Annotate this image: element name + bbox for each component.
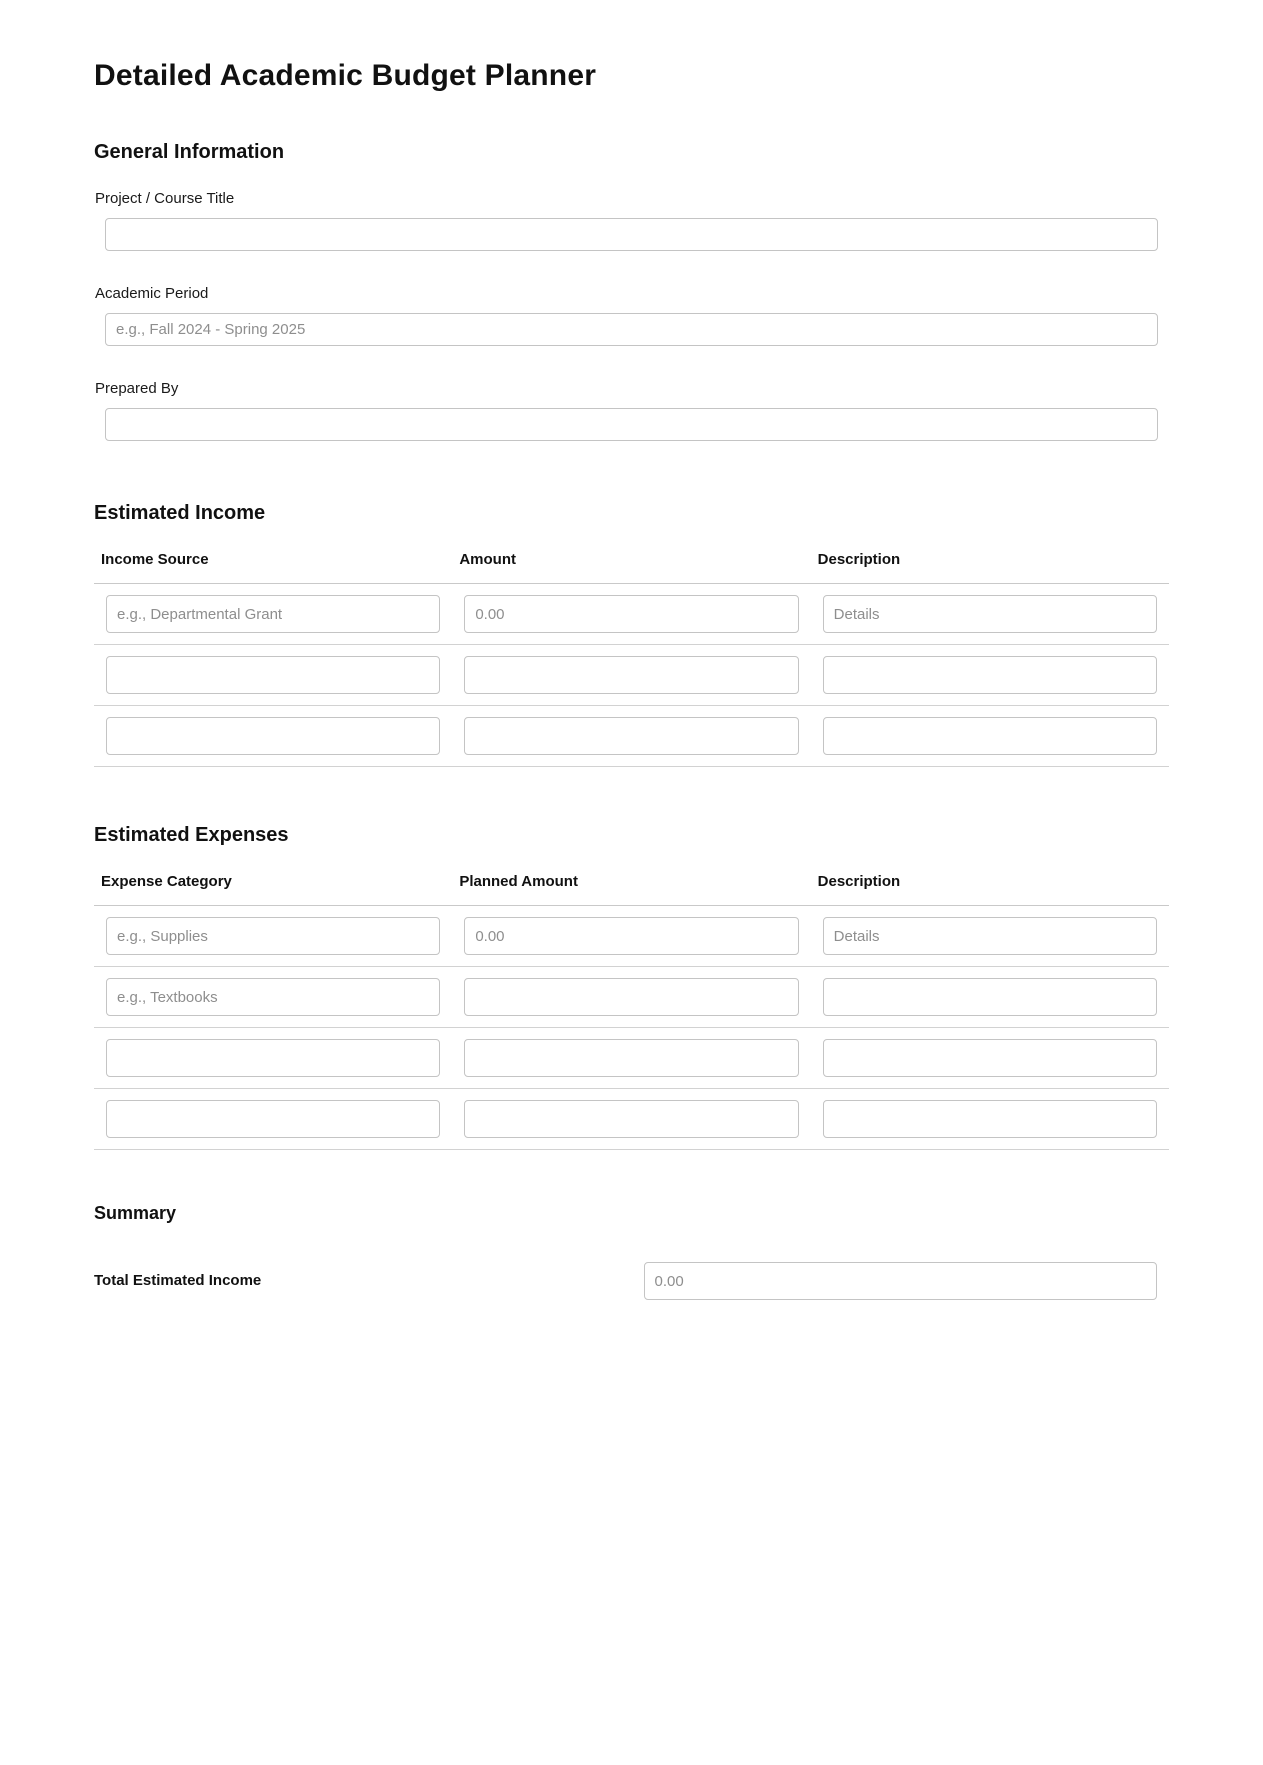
expense-amount-input[interactable] <box>464 1039 798 1077</box>
expense-row <box>94 967 1169 1028</box>
prepared-by-input[interactable] <box>105 408 1158 441</box>
expense-amount-input[interactable] <box>464 978 798 1016</box>
expenses-table-header <box>94 861 1169 906</box>
field-prepared-by <box>94 380 1169 441</box>
expense-amount-input[interactable] <box>464 917 798 955</box>
general-information-heading: General Information <box>94 141 285 163</box>
page-title: Detailed Academic Budget Planner <box>94 59 597 92</box>
income-amount-input[interactable] <box>464 717 798 755</box>
field-project-course-title <box>94 190 1169 251</box>
expense-category-input[interactable] <box>106 917 440 955</box>
income-description-input[interactable] <box>823 717 1157 755</box>
expense-category-input[interactable] <box>106 978 440 1016</box>
expense-row <box>94 1028 1169 1089</box>
expense-description-input[interactable] <box>823 1039 1157 1077</box>
expense-row <box>94 906 1169 967</box>
expense-description-input[interactable] <box>823 917 1157 955</box>
academic-period-label: Academic Period <box>95 285 209 302</box>
academic-period-input[interactable] <box>105 313 1158 346</box>
income-source-input[interactable] <box>106 656 440 694</box>
income-source-input[interactable] <box>106 717 440 755</box>
expense-category-input[interactable] <box>106 1100 440 1138</box>
expense-category-input[interactable] <box>106 1039 440 1077</box>
expense-description-input[interactable] <box>823 1100 1157 1138</box>
income-row <box>94 706 1169 767</box>
income-amount-input[interactable] <box>464 595 798 633</box>
income-description-input[interactable] <box>823 595 1157 633</box>
estimated-expenses-heading: Estimated Expenses <box>94 824 289 846</box>
total-estimated-income-label: Total Estimated Income <box>94 1272 262 1289</box>
income-col-amount: Amount <box>452 539 810 584</box>
summary-heading: Summary <box>94 1203 177 1223</box>
prepared-by-label: Prepared By <box>95 380 179 397</box>
income-row <box>94 584 1169 645</box>
income-amount-input[interactable] <box>464 656 798 694</box>
summary-row <box>94 1250 1169 1302</box>
expense-row <box>94 1089 1169 1150</box>
income-row <box>94 645 1169 706</box>
field-academic-period <box>94 285 1169 346</box>
project-course-title-label: Project / Course Title <box>95 190 235 207</box>
estimated-expenses-table <box>94 861 1169 1150</box>
expenses-col-category: Expense Category <box>94 861 452 906</box>
expense-amount-input[interactable] <box>464 1100 798 1138</box>
project-course-title-input[interactable] <box>105 218 1158 251</box>
income-col-description: Description <box>811 539 1169 584</box>
income-table-header <box>94 539 1169 584</box>
expenses-col-planned-amount: Planned Amount <box>452 861 810 906</box>
estimated-income-table <box>94 539 1169 767</box>
income-description-input[interactable] <box>823 656 1157 694</box>
income-col-source: Income Source <box>94 539 452 584</box>
total-estimated-income-input[interactable] <box>644 1262 1158 1300</box>
expenses-col-description: Description <box>811 861 1169 906</box>
summary-table <box>94 1250 1169 1302</box>
budget-planner-page <box>94 0 1169 1302</box>
income-source-input[interactable] <box>106 595 440 633</box>
expense-description-input[interactable] <box>823 978 1157 1016</box>
estimated-income-heading: Estimated Income <box>94 502 266 524</box>
